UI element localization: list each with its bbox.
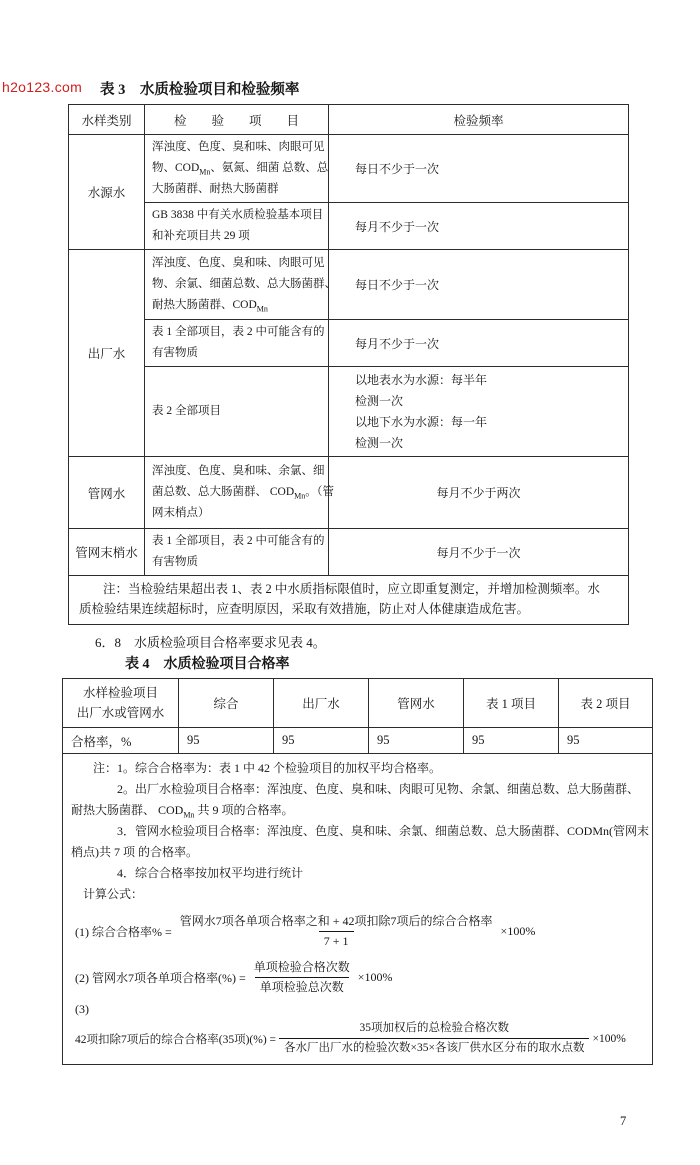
table4-header-overall: 综合 [179, 679, 274, 728]
cod-subscript: Mn [256, 304, 268, 314]
table4-note-row [63, 754, 653, 1065]
item-line: 有害物质 [152, 347, 198, 359]
table3-header-frequency: 检验频率 [329, 105, 629, 135]
table-row [69, 135, 629, 203]
table4-pass-rate [62, 678, 653, 1065]
fraction-numerator: 单项检验合格次数 [253, 960, 350, 974]
formula-fraction [175, 912, 498, 951]
table4-header-table2-items: 表 2 项目 [559, 679, 653, 728]
table-row [69, 457, 629, 529]
pass-rate-value: 95 [369, 728, 464, 754]
item-line: 和补充项目共 29 项 [152, 230, 250, 242]
cell-items [145, 529, 329, 576]
cell-items [145, 320, 329, 367]
formula-fraction [279, 1019, 589, 1058]
formula-suffix: ×100% [357, 970, 393, 984]
table3-note-row [69, 576, 629, 625]
cell-category-pipe-water: 管网水 [69, 457, 145, 529]
item-text: 、氨氮、细菌 总数、总 [210, 162, 329, 174]
item-text: 菌总数、总大肠菌群、 COD [152, 486, 295, 498]
table4-header-pipe-water: 管网水 [369, 679, 464, 728]
table3-header-row [69, 105, 629, 135]
pass-rate-value: 95 [464, 728, 559, 754]
table4-header-table1-items: 表 1 项目 [464, 679, 559, 728]
item-text: 耐热大肠菌群、COD [152, 299, 257, 311]
fraction-denominator: 7 + 1 [319, 931, 354, 951]
formula-intro: 计算公式： [83, 887, 144, 901]
table-row [69, 529, 629, 576]
cod-subscript: Mn [294, 491, 306, 501]
table3-header-sample-type: 水样类别 [69, 105, 145, 135]
note-line-1: 注：1。综合合格率为：表 1 中 42 个检验项目的加权平均合格率。 [93, 761, 442, 775]
table4-header-sample-items [63, 679, 179, 728]
item-line: 浑浊度、色度、臭和味、余氯、细 [152, 465, 325, 477]
formula-label: 42项扣除7项后的综合合格率(35项)(%) = [75, 1033, 277, 1046]
formula-3-adjusted-overall-pass-rate [71, 1019, 644, 1058]
fraction-denominator: 各水厂出厂水的检验次数×35×各该厂供水区分布的取水点数 [279, 1038, 589, 1058]
formula-3-mark: (3) [75, 1002, 89, 1016]
formula-label: (1) 综合合格率% = [75, 925, 172, 939]
item-text: 。（管 [305, 486, 335, 498]
note-text: 耐热大肠菌群、 COD [71, 803, 184, 817]
note-line-3a: 3．管网水检验项目合格率：浑浊度、色度、臭和味、余氯、细菌总数、总大肠菌群、CODMn(管网末 [117, 824, 650, 838]
item-line [152, 295, 321, 316]
item-line: 表 1 全部项目，表 2 中可能含有的 [152, 535, 325, 547]
table4-note-block [63, 754, 653, 1065]
header-line: 水样检验项目 [82, 686, 158, 700]
note-line-2a: 2。出厂水检验项目合格率：浑浊度、色度、臭和味、肉眼可见物、余氯、细菌总数、总大肠菌群、 [117, 782, 640, 796]
formula-2-pipe-water-item-pass-rate [71, 958, 644, 997]
cell-category-finished-water: 出厂水 [69, 250, 145, 457]
item-line: 物、余氯、细菌总数、总大肠菌群、 [152, 278, 336, 290]
formula-1-overall-pass-rate [71, 912, 644, 951]
item-line: 表 2 全部项目 [152, 405, 221, 417]
header-line: 出厂水或管网水 [76, 706, 165, 720]
pass-rate-value: 95 [179, 728, 274, 754]
formula-label: (2) 管网水7项各单项合格率(%) = [75, 971, 246, 985]
table-row [69, 367, 629, 457]
cell-items [145, 457, 335, 529]
item-line: GB 3838 中有关水质检验基本项目 [152, 209, 324, 221]
frequency-line: 以地表水为水源：每半年 [355, 372, 488, 387]
item-line: 浑浊度、色度、臭和味、肉眼可见 [152, 141, 325, 153]
frequency-line: 以地下水为水源：每一年 [355, 414, 488, 429]
fraction-numerator: 35项加权后的总检验合格次数 [359, 1022, 509, 1034]
formula-suffix: ×100% [592, 1032, 626, 1045]
item-line: 浑浊度、色度、臭和味、肉眼可见 [152, 257, 325, 269]
pass-rate-value: 95 [559, 728, 653, 754]
table4-header-finished-water: 出厂水 [274, 679, 369, 728]
cell-items [145, 135, 329, 203]
cell-category-pipe-end-water: 管网末梢水 [69, 529, 145, 576]
page-number: 7 [620, 1114, 627, 1128]
watermark-text: h2o123.com [2, 79, 83, 95]
cell-frequency: 每月不少于一次 [329, 529, 629, 576]
item-line: 表 1 全部项目，表 2 中可能含有的 [152, 326, 325, 338]
cell-items [145, 203, 329, 250]
cell-frequency: 每日不少于一次 [329, 135, 629, 203]
table-row [69, 320, 629, 367]
pass-rate-label: 合格率，% [63, 728, 179, 754]
fraction-denominator: 单项检验总次数 [255, 977, 349, 997]
cell-frequency: 每月不少于一次 [329, 203, 629, 250]
cod-subscript: Mn [183, 810, 195, 820]
cell-items [145, 250, 336, 320]
fraction-numerator: 管网水7项各单项合格率之和 + 42项扣除7项后的综合合格率 [179, 914, 493, 928]
table-row [69, 250, 629, 320]
formula-suffix: ×100% [500, 924, 536, 938]
table4-data-row [63, 728, 653, 754]
formula-fraction [249, 958, 355, 997]
frequency-line: 检测一次 [355, 393, 404, 408]
note-text: 共 9 项的合格率。 [194, 803, 294, 817]
table3-title: 表 3 水质检验项目和检验频率 [100, 82, 300, 98]
item-line [152, 158, 329, 179]
note-line-2b [71, 800, 644, 821]
cell-frequency: 每月不少于一次 [329, 320, 629, 367]
note-line: 注：当检验结果超出表 1、表 2 中水质指标限值时，应立即重复测定，并增加检测频率。水 [103, 582, 600, 596]
item-line: 有害物质 [152, 556, 198, 568]
item-line: 网末梢点） [152, 507, 210, 519]
note-line-3b: 梢点)共 7 项 的合格率。 [71, 845, 198, 859]
cell-category-source-water: 水源水 [69, 135, 145, 250]
item-line [152, 482, 335, 503]
cell-frequency: 每日不少于一次 [329, 250, 629, 320]
note-line-4: 4．综合合格率按加权平均进行统计 [117, 866, 304, 880]
table3-header-items: 检 验 项 目 [145, 105, 329, 135]
table4-title: 表 4 水质检验项目合格率 [125, 657, 290, 672]
note-line: 质检验结果连续超标时，应查明原因，采取有效措施，防止对人体健康造成危害。 [79, 602, 530, 616]
table-row [69, 203, 629, 250]
cod-subscript: Mn [199, 167, 211, 177]
item-line: 大肠菌群、耐热大肠菌群 [152, 183, 279, 195]
cell-frequency: 每月不少于两次 [329, 457, 629, 529]
table4-header-row [63, 679, 653, 728]
cell-items [145, 367, 329, 457]
cell-frequency [329, 367, 629, 457]
item-text: 物、COD [152, 162, 200, 174]
pass-rate-value: 95 [274, 728, 369, 754]
frequency-line: 检测一次 [355, 435, 404, 450]
section-6-8-heading: 6．8 水质检验项目合格率要求见表 4。 [95, 635, 326, 650]
table3-inspection-items-frequency [68, 104, 629, 625]
table3-note [69, 576, 629, 625]
